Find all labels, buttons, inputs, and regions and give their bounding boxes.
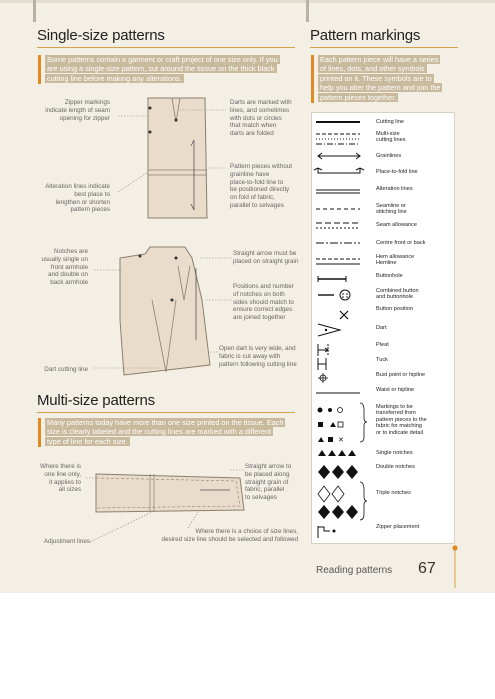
annotation-line: Zipper markings (64, 99, 110, 106)
page-number: 67 (418, 560, 436, 577)
symbol-label-line: or to indicate detail (376, 429, 423, 436)
annotation-line: that match when (230, 122, 277, 130)
annotation-line: grainline have (230, 170, 270, 178)
annotation-line: usually single on (41, 255, 88, 263)
symbol-label-line: Alteration lines (376, 186, 413, 192)
annotation-line: with dots or circles (230, 114, 282, 122)
annotation-line: desired size line should be selected and followed (161, 535, 298, 543)
annotation-line: be positioned directly (230, 186, 290, 194)
annotation-line: ensure correct edges (233, 306, 293, 314)
symbol-label-line: Seamline or (376, 203, 406, 209)
annotation-line: sides should match to (233, 298, 294, 306)
intro-line: type of line for each size. (47, 436, 128, 446)
annotation-line: lengthen or shorten (55, 198, 110, 206)
annotation-line: all sizes (58, 486, 81, 494)
intro-line: help you alter the pattern and join the (320, 83, 441, 93)
symbol-label-line: Hemline (376, 260, 397, 267)
single-size-heading: Single-size patterns (37, 27, 165, 44)
annotation-line: Positions and number (233, 283, 294, 290)
annotation-line: Straight arrow must be (233, 250, 297, 257)
footer-section-title: Reading patterns (316, 565, 393, 576)
intro-line: of lines, dots, and other symbols (320, 64, 425, 74)
symbol-label-line: Pleat (376, 342, 389, 348)
multi-size-heading: Multi-size patterns (37, 392, 155, 409)
symbol-label-line: Markings to be (376, 404, 413, 410)
annotation-line: lines, and sometimes (230, 106, 290, 114)
annotation-line: place-to-fold line to (230, 178, 284, 186)
symbol-label-line: and buttonhole (376, 294, 414, 301)
symbol-label-line: cutting lines (376, 137, 406, 144)
symbol-label-line: Waist or hipline (376, 387, 415, 393)
pattern-markings-heading: Pattern markings (310, 27, 421, 44)
annotation-line: fabric, parallel (245, 486, 285, 494)
annotation-line: best place to (74, 190, 110, 198)
symbol-label-line: Place-to-fold line (376, 169, 418, 175)
annotation-line: front armhole (50, 263, 88, 271)
symbol-label-line: Grainlines (376, 153, 402, 159)
intro-line: printed on it. These symbols are to (320, 73, 432, 83)
annotation-line: fabric is cut away with (219, 352, 281, 360)
annotation-line: are joined together (233, 314, 286, 322)
intro-line: pattern pieces together. (320, 92, 397, 102)
annotation-line: darts are folded (230, 130, 274, 138)
symbol-label-line: Triple notches (376, 490, 411, 496)
annotation-line: one line only, (44, 470, 81, 478)
annotation-line: Dart cutting line (44, 366, 88, 373)
annotation-line: Where there is a choice of size lines, (195, 528, 298, 535)
symbol-label-line: Multi-size (376, 131, 400, 137)
annotation-line: parallel to selvages (230, 201, 284, 209)
annotation-line: Adjustment lines (43, 538, 90, 545)
intro-line: are using a single-size pattern, cut around the tissue on the thick black (47, 64, 275, 74)
intro-line: Many patterns today have more than one size printed on the tissue. Each (47, 418, 284, 427)
svg-text:✕: ✕ (338, 437, 344, 444)
intro-line: Each pattern piece will have a series (320, 55, 439, 64)
annotation-line: Straight arrow to (245, 463, 292, 470)
annotation-line: pattern following cutting line (219, 360, 297, 368)
annotation-line: Notches are (54, 248, 88, 255)
intro-line: cutting line before making any alterations. (47, 73, 182, 83)
symbol-label-line: Zipper placement (376, 524, 420, 530)
symbol-label-line: Seam allowance (376, 222, 418, 228)
annotation-line: indicate length of seam (45, 106, 110, 114)
symbol-label-line: Tuck (376, 357, 388, 363)
annotation-line: and double on (48, 271, 88, 279)
symbol-label-line: Single notches (376, 450, 413, 456)
symbol-label-line: Button position (376, 306, 414, 312)
annotation-line: back armhole (50, 279, 88, 287)
symbol-label-line: Bust point or hipline (376, 372, 426, 378)
annotation-line: Pattern pieces without (230, 163, 292, 170)
annotation-line: on fold of fabric, (230, 194, 275, 202)
symbol-label-line: Cutting line (376, 119, 404, 125)
symbol-label-line: Double notches (376, 464, 415, 470)
annotation-line: it applies to (49, 478, 81, 486)
symbol-label-line: Buttonhole (376, 273, 403, 279)
annotation-line: of notches on both (233, 290, 285, 298)
symbol-label-line: stitching line (376, 209, 407, 216)
symbol-label-line: fabric for matching (376, 423, 423, 430)
annotation-line: Open dart is very wide, and (219, 345, 296, 352)
symbol-label-line: Combined button (376, 288, 419, 294)
annotation-line: placed on straight grain (233, 257, 299, 265)
annotation-line: Alteration lines indicate (45, 183, 110, 190)
symbol-label-line: Dart (376, 325, 387, 331)
intro-line: size is clearly labeled and the cutting lines are marked with a different (47, 427, 272, 437)
symbol-label-line: Centre front or back (376, 240, 426, 246)
annotation-line: pattern pieces (70, 206, 110, 214)
symbol-label-line: transferred from (376, 410, 416, 417)
annotation-line: Where there is (40, 463, 81, 470)
intro-line: Some patterns contain a garment or craft project of one size only. If you (47, 55, 278, 64)
symbol-label-line: Hem allowance (376, 254, 415, 260)
annotation-line: be placed along (245, 470, 290, 478)
annotation-line: Darts are marked with (230, 99, 292, 106)
symbol-label-line: pattern pieces to the (376, 416, 427, 423)
annotation-line: opening for zipper (59, 114, 110, 122)
annotation-line: straight grain of (245, 478, 289, 486)
annotation-line: to selvages (245, 494, 277, 502)
